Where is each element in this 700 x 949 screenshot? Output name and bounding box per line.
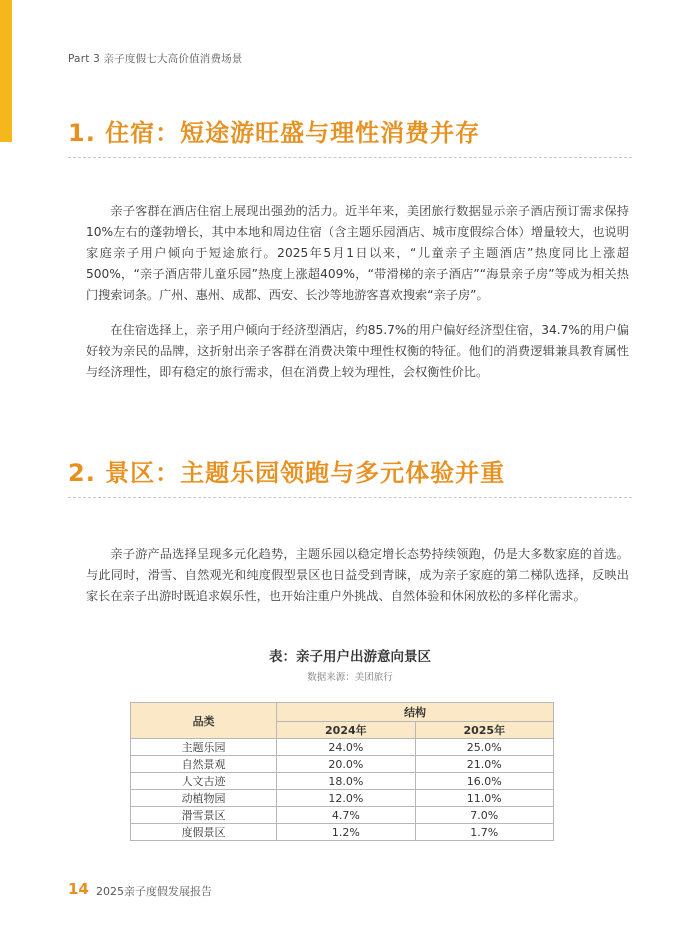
cell-category: 动植物园 bbox=[131, 790, 277, 807]
cell-2024: 4.7% bbox=[277, 807, 415, 824]
header-category: 品类 bbox=[131, 703, 277, 739]
table-row bbox=[131, 756, 554, 773]
scenic-intent-table bbox=[130, 702, 554, 841]
table-title: 表：亲子用户出游意向景区 bbox=[269, 649, 431, 665]
paragraph: 在住宿选择上，亲子用户倾向于经济型酒店，约85.7%的用户偏好经济型住宿，34.7%的用户偏好较为亲民的品牌，这折射出亲子客群在消费决策中理性权衡的特征。他们的消费逻辑兼具教育属性与经济理性，即有稳定的旅行需求，但在消费上较为理性，会权衡性价比。 bbox=[86, 323, 629, 379]
side-accent-bar bbox=[0, 0, 12, 142]
paragraph: 亲子客群在酒店住宿上展现出强劲的活力。近半年来，美团旅行数据显示亲子酒店预订需求保持10%左右的蓬勃增长，其中本地和周边住宿（含主题乐园酒店、城市度假综合体）增量较大，也说明家庭亲子用户倾向于短途旅行。2025年5月1日以来，“儿童亲子主题酒店”热度同比上涨超500%，“亲子酒店带儿童乐园”热度上涨超409%，“带滑梯的亲子酒店”“海景亲子房”等成为相关热门搜索词条。广州、惠州、成都、西安、长沙等地游客喜欢搜索“亲子房”。 bbox=[86, 204, 629, 302]
cell-category: 人文古迹 bbox=[131, 773, 277, 790]
header-year-2025: 2025年 bbox=[415, 722, 553, 739]
cell-2024: 12.0% bbox=[277, 790, 415, 807]
table-row bbox=[131, 773, 554, 790]
cell-category: 滑雪景区 bbox=[131, 807, 277, 824]
header-year-2024: 2024年 bbox=[277, 722, 415, 739]
cell-category: 度假景区 bbox=[131, 824, 277, 841]
cell-2025: 25.0% bbox=[415, 739, 553, 756]
page-number: 14 bbox=[68, 880, 89, 898]
table-row bbox=[131, 790, 554, 807]
running-header: Part 3 亲子度假七大高价值消费场景 bbox=[68, 53, 243, 65]
cell-2025: 7.0% bbox=[415, 807, 553, 824]
cell-2024: 20.0% bbox=[277, 756, 415, 773]
cell-category: 自然景观 bbox=[131, 756, 277, 773]
cell-2024: 24.0% bbox=[277, 739, 415, 756]
section-title-accommodation: 1. 住宿：短途游旺盛与理性消费并存 bbox=[68, 119, 481, 147]
paragraph: 亲子游产品选择呈现多元化趋势，主题乐园以稳定增长态势持续领跑，仍是大多数家庭的首选。与此同时，滑雪、自然观光和纯度假型景区也日益受到青睐，成为亲子家庭的第二梯队选择，反映出家长在亲子出游时既追求娱乐性，也开始注重户外挑战、自然体验和休闲放松的多样化需求。 bbox=[86, 547, 629, 603]
cell-2024: 18.0% bbox=[277, 773, 415, 790]
section-title-scenic-areas: 2. 景区：主题乐园领跑与多元体验并重 bbox=[68, 459, 506, 487]
table-row bbox=[131, 739, 554, 756]
cell-2025: 11.0% bbox=[415, 790, 553, 807]
table-row bbox=[131, 807, 554, 824]
section-divider bbox=[68, 157, 632, 158]
table-source: 数据来源：美团旅行 bbox=[307, 672, 393, 683]
header-structure: 结构 bbox=[277, 703, 554, 722]
cell-2024: 1.2% bbox=[277, 824, 415, 841]
cell-2025: 1.7% bbox=[415, 824, 553, 841]
section-divider bbox=[68, 497, 632, 498]
cell-2025: 16.0% bbox=[415, 773, 553, 790]
report-title: 2025亲子度假发展报告 bbox=[96, 885, 212, 898]
cell-category: 主题乐园 bbox=[131, 739, 277, 756]
cell-2025: 21.0% bbox=[415, 756, 553, 773]
table-row bbox=[131, 824, 554, 841]
